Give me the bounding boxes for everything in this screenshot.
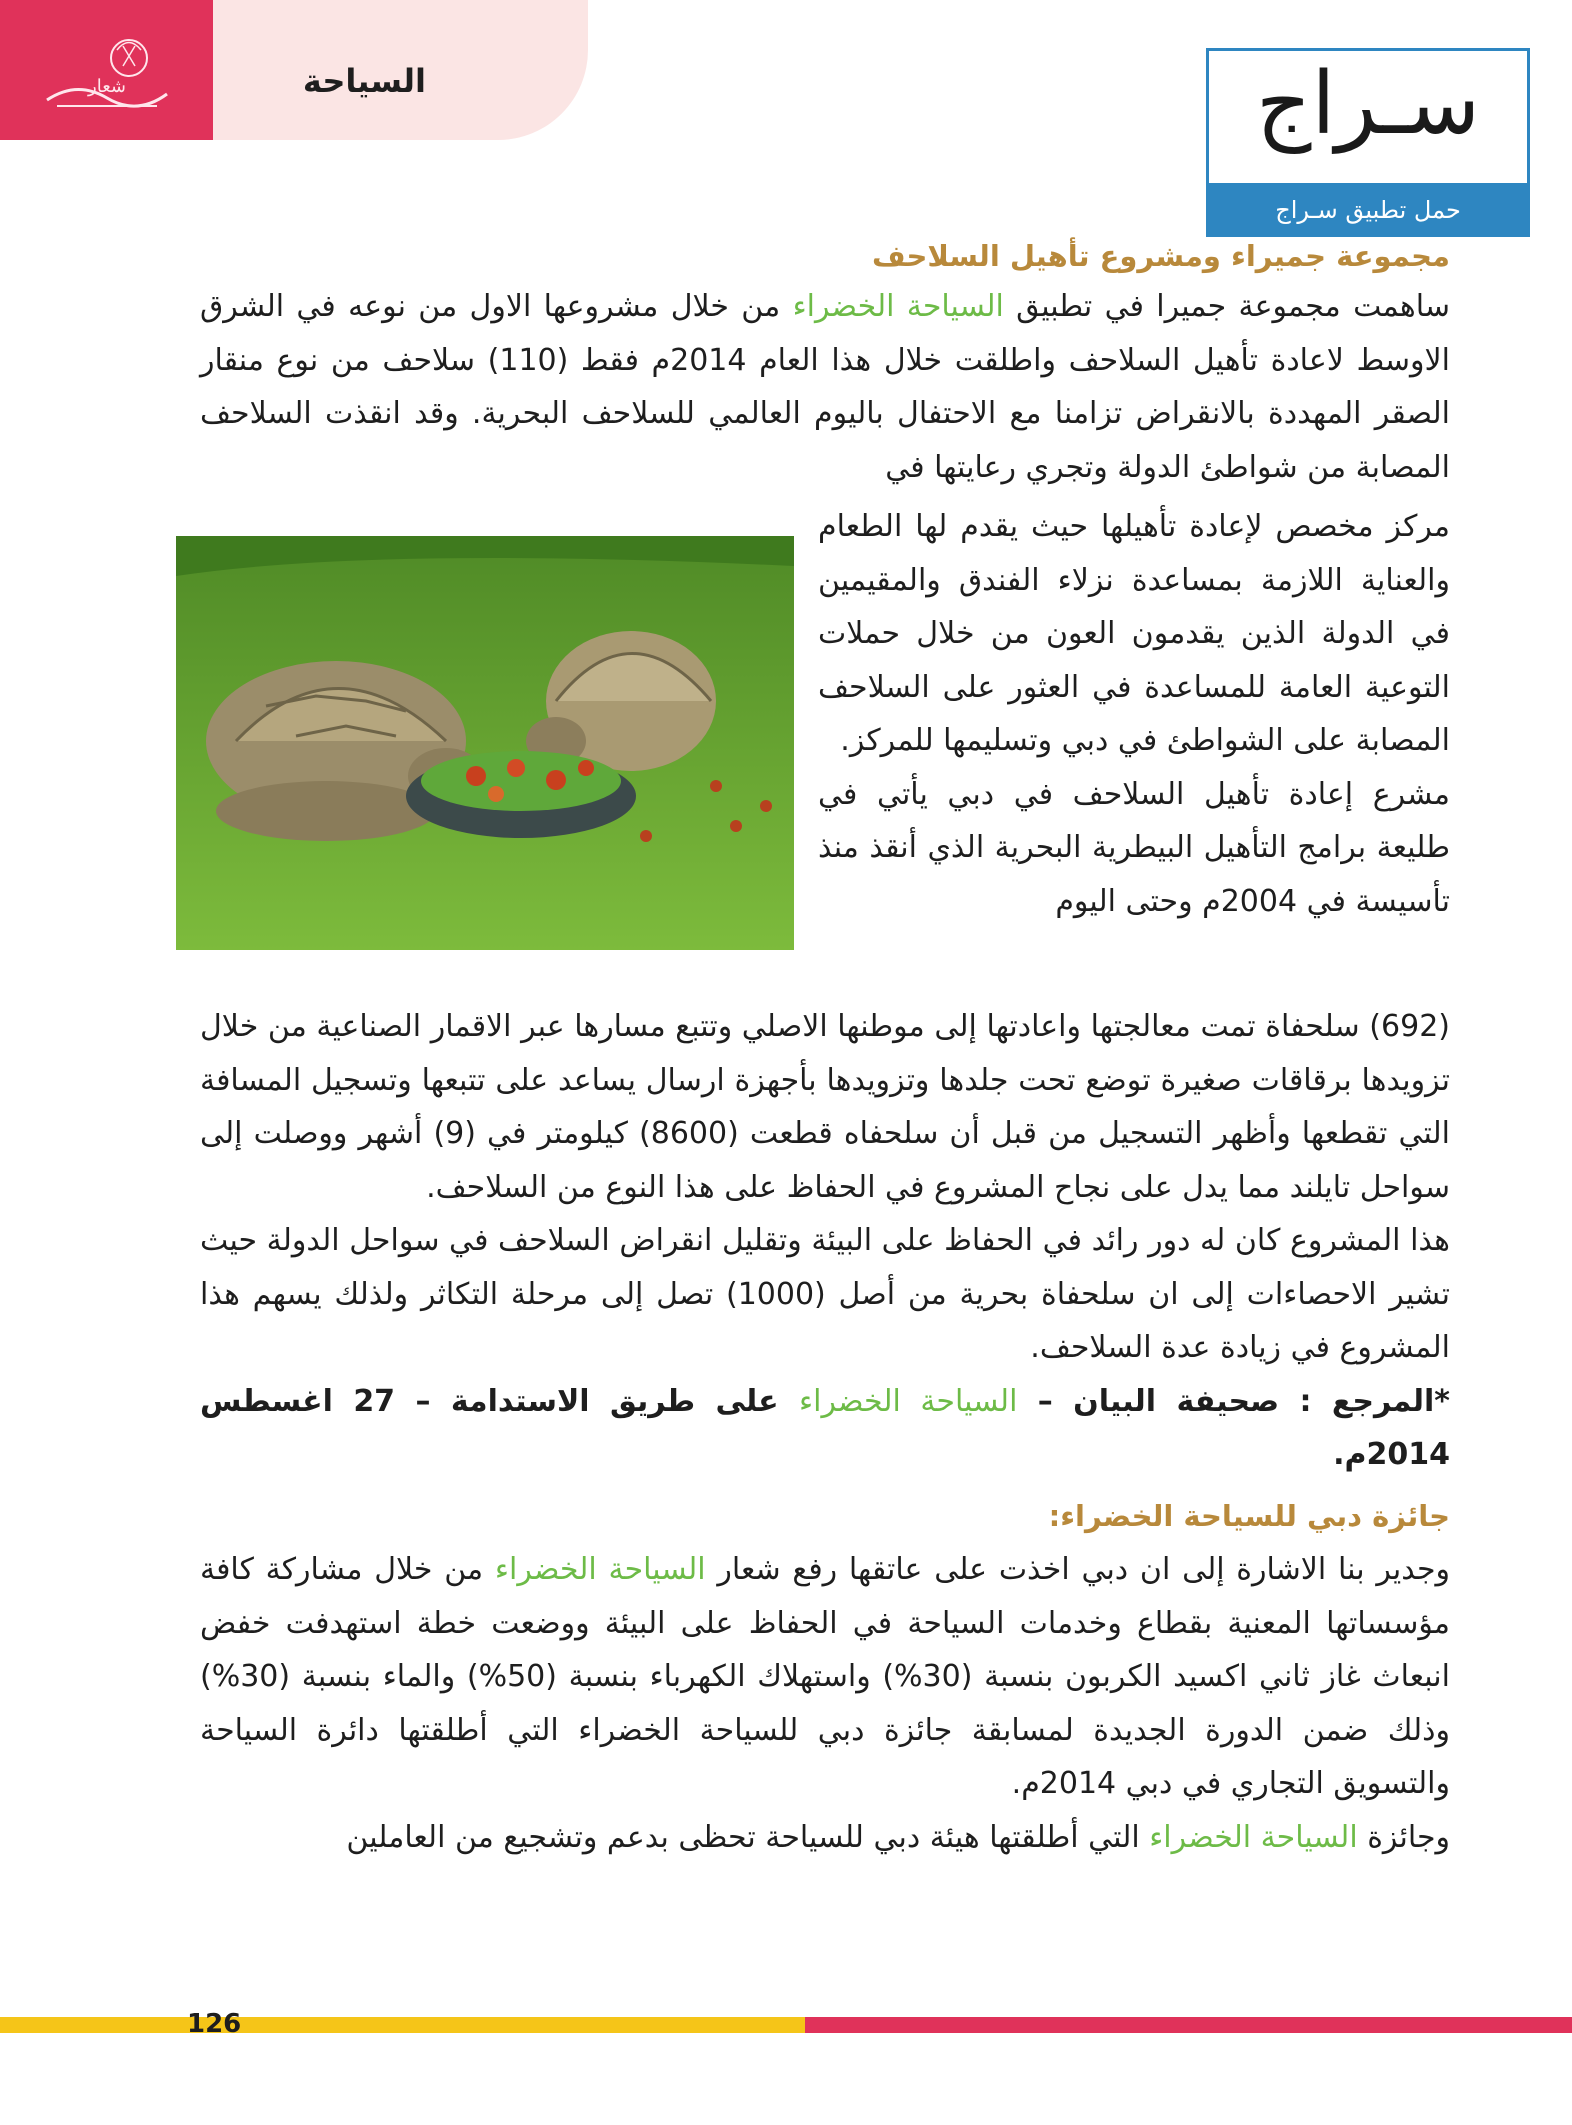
siraj-wordmark: سـراج (1255, 54, 1481, 154)
green-tourism-term: السياحة الخضراء (1149, 1819, 1358, 1855)
paragraph-turtles-tracking: (692) سلحفاة تمت معالجتها واعادتها إلى موطنها الاصلي وتتبع مسارها عبر الاقمار الصناعية من خلال تزويدها برقاقات صغيرة توضع تحت جلدها وتزويدها بأجهزة ارسال يساعد على تتبعها وتسجيل المسافة التي تقطعها وأظهر التسجيل من قبل أن سلحفاه قطعت (8600) كيلومتر في (9) أشهر ووصلت إلى سواحل تايلند مما يدل على نجاح المشروع في الحفاظ على هذا النوع من السلاحف. (200, 1009, 1450, 1205)
paragraph-jumeirah: ساهمت مجموعة جميرا في تطبيق السياحة الخضراء من خلال مشروعها الاول من نوعه في الشرق الاوسط لاعادة تأهيل السلاحف واطلقت خلال هذا العام 2014م فقط (110) سلاحف من نوع منقار الصقر المهددة بالانقراض تزامنا مع الاحتفال باليوم العالمي للسلاحف البحرية. وقد انقذت السلاحف المصابة من شواطئ الدولة وتجري رعايتها في (200, 289, 1450, 485)
article-intro (200, 232, 1450, 494)
footer-bar-yellow (0, 2017, 805, 2033)
tortoises-eating-icon (176, 536, 794, 950)
siraj-tagline: حمل تطبيق سـراج (1275, 196, 1461, 224)
paragraph-center-column (818, 500, 1450, 928)
siraj-tagline-bar (1206, 183, 1530, 237)
publisher-logo (0, 0, 213, 140)
page-number: 126 (187, 2009, 242, 2039)
heading-jumeirah-turtles: مجموعة جميراء ومشروع تأهيل السلاحف (871, 239, 1450, 273)
paragraph-dubai-award: وجدير بنا الاشارة إلى ان دبي اخذت على عاتقها رفع شعار السياحة الخضراء من خلال مشاركة كافة مؤسساتها المعنية بقطاع وخدمات السياحة في الحفاظ على البيئة ووضعت خطة استهدفت خفض انبعاث غاز ثاني اكسيد الكربون بنسبة (30%) واستهلاك الكهرباء بنسبة (50%) والماء بنسبة (30%) وذلك ضمن الدورة الجديدة لمسابقة جائزة دبي للسياحة الخضراء التي أطلقتها دائرة السياحة والتسويق التجاري في دبي 2014م. (200, 1552, 1450, 1801)
section-title: السياحة (302, 62, 426, 100)
reference-line: *المرجع : صحيفة البيان – السياحة الخضراء على طريق الاستدامة – 27 اغسطس 2014م. (200, 1383, 1450, 1472)
siraj-brand-box (1206, 48, 1530, 189)
paragraph-rehab-project: مشرع إعادة تأهيل السلاحف في دبي يأتي في طليعة برامج التأهيل البيطرية البحرية الذي أنقذ منذ تأسيسة في 2004م وحتى اليوم (818, 776, 1450, 919)
green-tourism-term: السياحة الخضراء (792, 289, 1004, 324)
paragraph-project-role: هذا المشروع كان له دور رائد في الحفاظ على البيئة وتقليل انقراض السلاحف في سواحل الدولة حيث تشير الاحصاءات إلى ان سلحفاة بحرية من أصل (1000) تصل إلى مرحلة التكاثر ولذلك يسهم هذا المشروع في زيادة عدة السلاحف. (200, 1223, 1451, 1365)
green-tourism-term: السياحة الخضراء (494, 1552, 706, 1587)
tortoises-photo (176, 536, 794, 950)
paragraph-center: مركز مخصص لإعادة تأهيلها حيث يقدم لها الطعام والعناية اللازمة بمساعدة نزلاء الفندق والمقيمين في الدولة الذين يقدمون العون من خلال حملات التوعية العامة للمساعدة في العثور على السلاحف المصابة على الشواطئ في دبي وتسليمها للمركز. (818, 509, 1450, 758)
paragraph-award-support: وجائزة السياحة الخضراء التي أطلقتها هيئة دبي للسياحة تحظى بدعم وتشجيع من العاملين (346, 1819, 1450, 1855)
footer-bar-pink (805, 2017, 1572, 2033)
heading-dubai-award: جائزة دبي للسياحة الخضراء: (1048, 1498, 1450, 1533)
svg-text:شعار: شعار (87, 76, 126, 97)
section-tab (213, 0, 588, 140)
article-body (200, 1000, 1450, 1864)
green-tourism-term: السياحة الخضراء (799, 1383, 1018, 1419)
logo-emblem-icon (37, 20, 177, 120)
